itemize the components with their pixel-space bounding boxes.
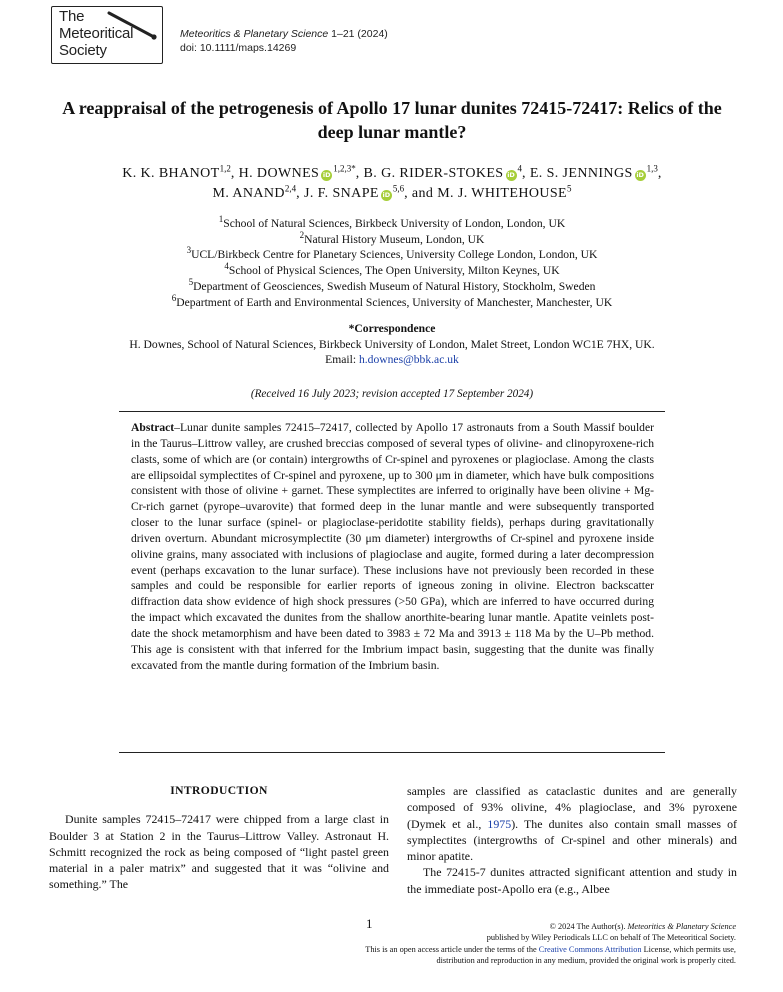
author-affil-sup: 5,6 <box>392 183 405 194</box>
author-name: H. DOWNES <box>238 166 320 181</box>
section-heading-introduction: INTRODUCTION <box>170 784 268 797</box>
affiliation-list <box>60 216 724 310</box>
author-separator: , <box>522 166 530 181</box>
citation-link[interactable]: 1975 <box>487 816 512 831</box>
paragraph: The 72415-7 dunites attracted significant attention and study in the immediate post-Apollo era (e.g., Albee <box>407 865 737 896</box>
paragraph: Dunite samples 72415–72417 were chipped from a large clast in Boulder 3 at Station 2 in the Taurus–Littrow Valley. Astronaut H. Schmitt recognized the rock as being composed of “light pastel green material in a paler matrix” and suggested that it was “olivine and something.” The <box>49 812 389 892</box>
affiliation: $^1$School of Natural Sciences, Birkbeck University of London, London, UK <box>218 214 566 230</box>
email-label: Email: <box>325 353 357 367</box>
author-separator: , and <box>404 186 438 201</box>
journal-info <box>180 27 388 55</box>
journal-doi[interactable]: doi: 10.1111/maps.14269 <box>180 42 297 54</box>
author-separator: , <box>657 166 662 181</box>
author-separator: , <box>230 166 239 181</box>
article-title: A reappraisal of the petrogenesis of Apollo 17 lunar dunites 72415-72417: Relics of the deep lunar mantle? <box>62 98 722 142</box>
author-affil-sup: 4 <box>517 163 522 174</box>
author-affil-sup: 2,4 <box>284 183 297 194</box>
author-name: M. ANAND <box>212 186 285 201</box>
logo-line-3: Society <box>59 42 107 59</box>
orcid-icon[interactable]: iD <box>382 191 391 199</box>
orcid-icon[interactable]: iD <box>507 171 515 179</box>
correspondence-heading: *Correspondence <box>348 322 436 335</box>
author-affil-sup: 1,2,3* <box>333 163 356 174</box>
correspondence-block <box>60 321 724 368</box>
author-name: E. S. JENNINGS <box>529 166 633 181</box>
footer-license: © 2024 The Author(s). Meteoritics & Planetary Science published by Wiley Periodicals LLC on behalf of The Meteoritical Society. This is an open access article under the terms of the Creative Commons Attribution License, which permits use, distribution and reproduction in any medium, provided the original work is properly cited. <box>365 922 736 966</box>
author-affil-sup: 1,3 <box>646 163 658 174</box>
correspondence-address: H. Downes, School of Natural Sciences, Birkbeck University of London, Malet Street, London WC1E 7HX, UK. <box>129 337 655 351</box>
meteoritical-society-logo[interactable] <box>51 6 163 64</box>
journal-name[interactable]: Meteoritics & Planetary Science <box>180 28 329 40</box>
page-number: 1 <box>366 916 373 931</box>
author-name: J. F. SNAPE <box>303 186 379 201</box>
logo-line-2: Meteoritical <box>59 25 134 42</box>
author-affil-sup: 5 <box>567 183 572 194</box>
author-list <box>60 164 724 204</box>
abstract-top-rule <box>119 411 665 412</box>
received-dates: (Received 16 July 2023; revision accepted 17 September 2024) <box>250 388 534 400</box>
author-affil-sup: 1,2 <box>219 163 231 174</box>
abstract-text: –Lunar dunite samples 72415–72417, collected by Apollo 17 astronauts from a South Massif boulder in the Taurus–Littrow valley, are crushed breccias composed of several types of olivine- and clinopyroxene-rich clasts, some of which are (or contain) intergrowths of Cr-spinel and pyroxenes or plagioclase. Among the clasts are ellipsoidal symplectites of Cr-spinel and pyroxene, up to 300 μm in diameter, which have bulk compositions consistent with those of olivine + garnet. These symplectites are inferred to originally have been olivine + Mg-Cr-rich garnet (pyrope–uvarovite) that formed deep in the lunar mantle and were subsequently transported closer to the lunar surface (spinel- or plagioclase-peridotite stability fields), perhaps during gravitationally driven overturn. Abundant microsymplectite (30 μm diameter) intergrowths of Cr-spinel and pyroxene inside olivine grains, many associated with inclusions of plagioclase and augite, formed during a later decompression event (perhaps excavation to the lunar surface). These inclusions have not previously been recorded in these samples and could be responsible for earlier reports of igneous zoning in olivine. Electron backscatter diffraction data show evidence of high shock pressures (>50 GPa), which are inferred to have occurred during the impact which excavated the dunites from the shallow anorthite-bearing lunar mantle. Apatite veinlets post-date the shock metamorphism and have been dated to 3983 ± 72 Ma and 3913 ± 118 Ma by the U–Pb method. This age is consistent with that inferred for the Imbrium impact basin, suggesting that the dunite was finally excavated from the mantle during formation of the Imbrium basin. <box>131 421 654 672</box>
body-left-column <box>49 783 389 893</box>
abstract-block <box>131 420 654 674</box>
affiliation: $^3$UCL/Birkbeck Centre for Planetary Sciences, University College London, London, UK <box>186 245 598 262</box>
affiliation: $^5$Department of Geosciences, Swedish Museum of Natural History, Stockholm, Sweden <box>188 276 596 293</box>
abstract-bottom-rule <box>119 752 665 753</box>
author-separator: , <box>355 166 364 181</box>
license-link[interactable]: Creative Commons Attribution <box>538 944 642 954</box>
author-separator: , <box>296 186 304 201</box>
email-link[interactable]: h.downes@bbk.ac.uk <box>358 353 459 367</box>
affiliation: $^2$Natural History Museum, London, UK <box>299 229 485 246</box>
body-right-column <box>407 783 737 897</box>
author-name: K. K. BHANOT <box>122 166 220 181</box>
logo-line-1: The <box>59 8 85 25</box>
journal-pages-year: 1–21 (2024) <box>331 28 388 40</box>
author-name: B. G. RIDER-STOKES <box>363 166 504 181</box>
abstract-heading: Abstract <box>131 421 175 434</box>
author-name: M. J. WHITEHOUSE <box>437 186 568 201</box>
orcid-icon[interactable]: iD <box>636 171 644 179</box>
affiliation: $^4$School of Physical Sciences, The Open University, Milton Keynes, UK <box>224 261 560 278</box>
orcid-icon[interactable]: iD <box>322 171 331 179</box>
affiliation: $^6$Department of Earth and Environmental Sciences, University of Manchester, Manchester, UK <box>171 292 613 309</box>
paragraph: samples are classified as cataclastic dunites and are generally composed of 93% olivine, 4% plagioclase, and 3% pyroxene (Dymek et al., 1975). The dunites also contain small masses of symplectites (intergrowths of Cr-spinel and other minerals) and minor apatite. <box>407 784 737 864</box>
